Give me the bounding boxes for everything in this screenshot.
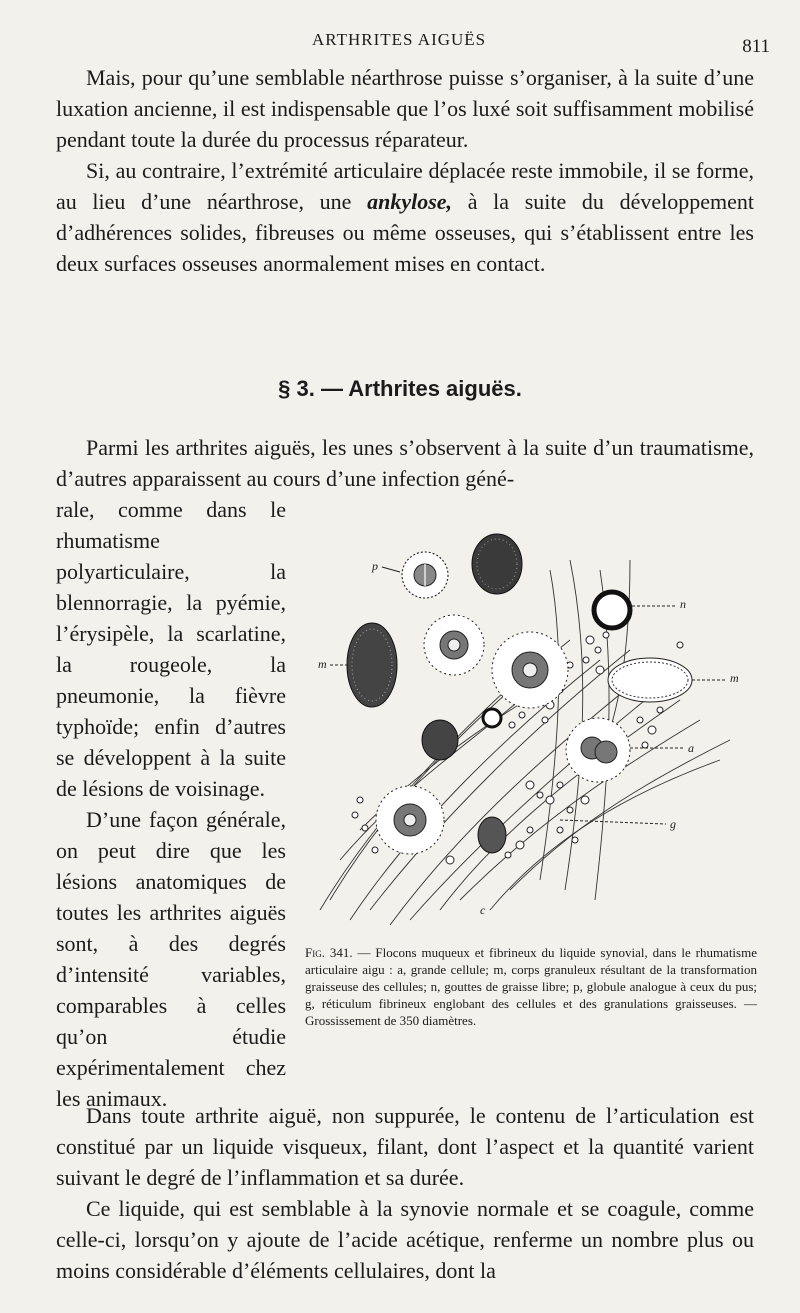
page-number: 811 bbox=[742, 36, 770, 57]
granular-body-m bbox=[347, 623, 397, 707]
intro-text bbox=[56, 62, 754, 279]
paragraph-neoarthrosis: Mais, pour qu’une semblable néarthrose puisse s’organiser, à la suite d’une luxation ancienne, il est indispensable que l’os luxé soit suffisamment mobilisé pendant toute la durée du processus réparateur. bbox=[56, 65, 754, 152]
running-title: ARTHRITES AIGUËS bbox=[312, 30, 487, 49]
granular-body-top bbox=[472, 534, 522, 594]
cell-center-top bbox=[424, 615, 484, 675]
paragraph-causes: rale, comme dans le rhumatisme polyarticulaire, la blennorragie, la pyémie, l’érysipèle, la scarlatine, la rougeole, la pneumonie, la fièvre typhoïde; enfin d’autres se développent à la suite de lésions de voisinage. bbox=[56, 497, 286, 801]
label-m-left: m bbox=[318, 657, 327, 671]
caption-text: — Flocons muqueux et fibrineux du liquide synovial, dans le rhumatisme articulaire aigu : a, grande cellule; m, corps granuleux résultant de la transformation graisseuse des cellules; n, gouttes de graisse libre; p, globule analogue à ceux du pus; g, réticulum fibrineux englobant des cellules et des granulations graisseuses. — Grossissement de 350 diamètres. bbox=[305, 945, 757, 1028]
ankylosis-lead: Si, au contraire, l’extrémité articulaire déplacée reste immobile, il se forme, au lieu d’une néarthrose, une bbox=[56, 158, 754, 214]
section-heading: § 3. — Arthrites aiguës. bbox=[278, 376, 522, 401]
running-head bbox=[0, 30, 800, 56]
label-m-right: m bbox=[730, 671, 739, 685]
left-column-text bbox=[56, 494, 286, 1114]
paragraph-ankylosis bbox=[56, 155, 754, 279]
cell-p bbox=[402, 552, 448, 598]
histology-figure bbox=[300, 530, 760, 930]
intro-paragraph-start: Parmi les arthrites aiguës, les unes s’observent à la suite d’un traumatisme, d’autres apparaissent au cours d’une infection géné- bbox=[56, 435, 754, 491]
label-g: g bbox=[670, 817, 676, 831]
fibrin-strands bbox=[320, 560, 730, 925]
label-p: p bbox=[372, 559, 378, 573]
large-cell-center bbox=[492, 632, 568, 708]
figure-caption bbox=[305, 944, 757, 1029]
synovial-fluid-text bbox=[56, 1100, 754, 1286]
fat-drop-small bbox=[483, 709, 501, 727]
cell-lower-left bbox=[376, 786, 444, 854]
granular-body-right bbox=[608, 658, 692, 702]
acute-arthritis-intro bbox=[56, 432, 754, 494]
label-a: a bbox=[688, 741, 694, 755]
label-c: c bbox=[480, 903, 486, 917]
small-granular-cell bbox=[422, 720, 458, 760]
paragraph-liquid: Ce liquide, qui est semblable à la synovie normale et se coagule, comme celle-ci, lorsqu’on y ajoute de l’acide acétique, renferme un nombre plus ou moins considérable d’éléments cellulaires, dont la bbox=[56, 1196, 754, 1283]
caption-label: Fig. 341. bbox=[305, 945, 353, 960]
fat-drop-n bbox=[594, 592, 630, 628]
granular-body-g bbox=[478, 817, 506, 853]
cell-a bbox=[566, 718, 630, 782]
paragraph-non-suppurative: Dans toute arthrite aiguë, non suppurée, le contenu de l’articulation est constitué par un liquide visqueux, filant, dont l’aspect et la quantité varient suivant le degré de l’inflammation et sa durée. bbox=[56, 1103, 754, 1190]
ankylosis-tail: à la suite du développement d’adhérences solides, fibreuses ou même osseuses, qui s’établissent entre les deux surfaces osseuses anormalement mises en contact. bbox=[56, 189, 754, 276]
ankylosis-term: ankylose, bbox=[367, 189, 453, 214]
paragraph-lesions: D’une façon générale, on peut dire que les lésions anatomiques de toutes les arthrites aiguës sont, à des degrés d’intensité variables, comparables à celles qu’on étudie expérimentalement chez les animaux. bbox=[56, 807, 286, 1111]
label-n: n bbox=[680, 597, 686, 611]
